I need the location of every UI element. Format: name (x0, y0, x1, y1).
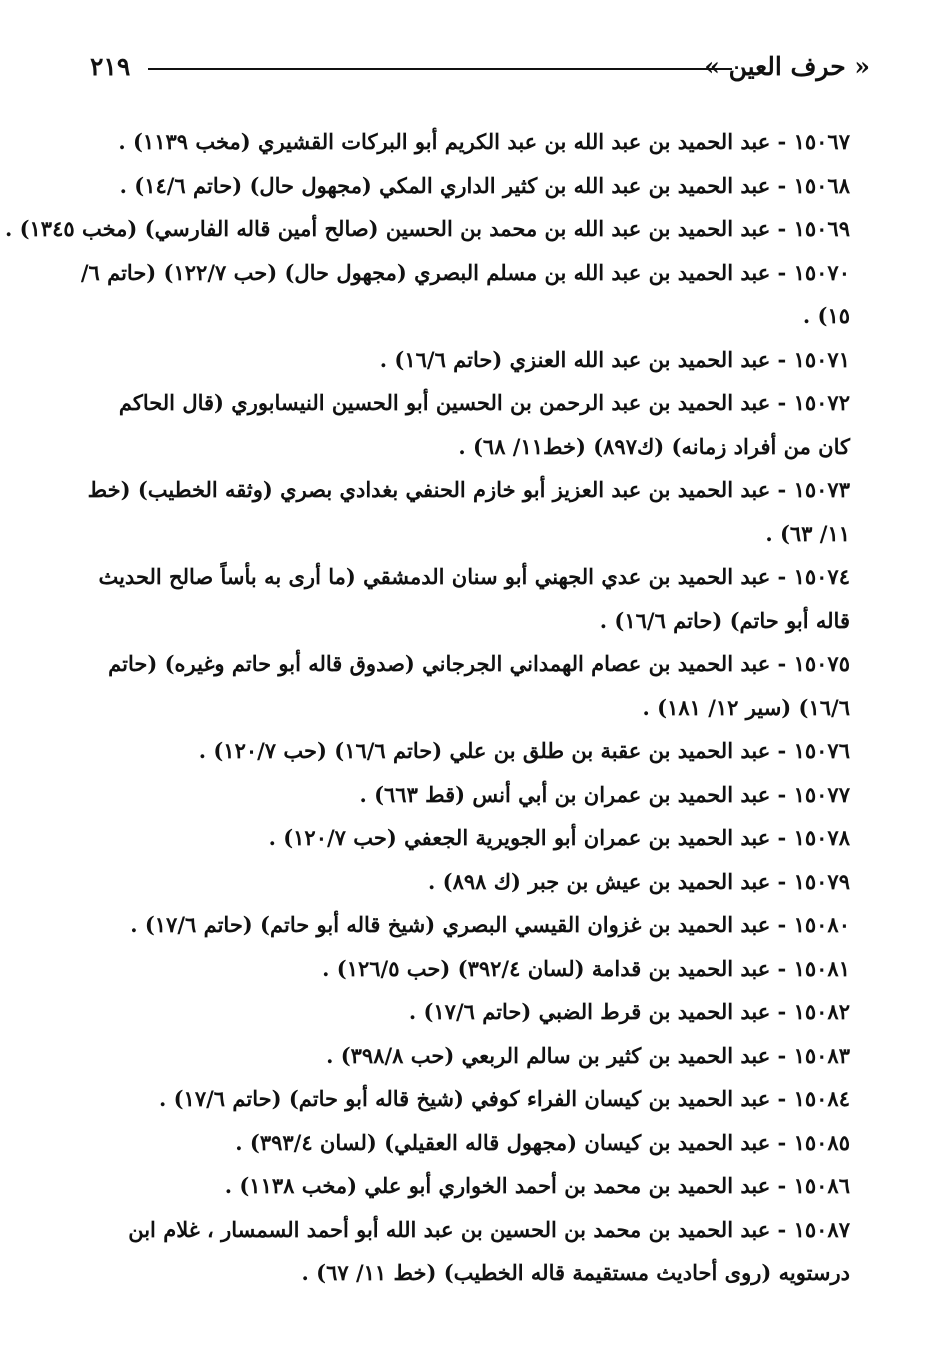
entry-number: ١٥٠٨٢ (793, 999, 850, 1024)
entry-number: ١٥٠٧٢ (793, 390, 850, 415)
entry-text: عبد الحميد بن قدامة (لسان ٣٩٢/٤) (حب ١٢٦/٥) . (322, 955, 771, 981)
entry-number: ١٥٠٧٤ (793, 564, 850, 589)
entry: ١٥٠٨٢ - عبد الحميد بن قرط الضبي (حاتم ١٧/٦) . (408, 999, 850, 1024)
entry-text: عبد الحميد بن عقبة بن طلق بن علي (حاتم ١٦/٦) (حب ١٢٠/٧) . (198, 738, 771, 763)
page-number: ٢١٩ (90, 52, 131, 81)
entry-text: عبد الحميد بن عبد الله العنزي (حاتم ١٦/٦) . (379, 346, 771, 372)
entry: ١٥٠٧٦ - عبد الحميد بن عقبة بن طلق بن علي (حاتم ١٦/٦) (حب ١٢٠/٧) . (198, 738, 850, 763)
entry-text: عبد الحميد بن عصام الهمداني الجرجاني (صدوق قاله أبو حاتم وغيره) (حاتم ١٦/٦) (سير ١٢/ ١٨١) . (108, 651, 850, 720)
entry-number: ١٥٠٨٠ (793, 912, 850, 937)
entry: ١٥٠٦٧ - عبد الحميد بن عبد الله بن عبد الكريم أبو البركات القشيري (مخب ١١٣٩) . (118, 129, 850, 154)
entry-number: ١٥٠٦٧ (793, 129, 850, 154)
entry-text: عبد الحميد بن عبد الرحمن بن الحسين أبو الحسين النيسابوري (قال الحاكم كان من أفراد زمانه) (ك٨٩٧) (خط١١/ ٦٨) . (118, 390, 850, 459)
entry-text: عبد الحميد بن غزوان القيسي البصري (شيخ قاله أبو حاتم) (حاتم ١٧/٦) . (130, 912, 771, 937)
entry: ١٥٠٦٩ - عبد الحميد بن عبد الله بن محمد بن الحسين (صالح أمين قاله الفارسي) (مخب ١٣٤٥) . (4, 216, 850, 241)
entry-text: عبد الحميد بن عدي الجهني أبو سنان الدمشقي (ما أرى به بأساً صالح الحديث قاله أبو حاتم) (حاتم ١٦/٦) . (98, 564, 850, 633)
entry-text: عبد الحميد بن محمد بن الحسين بن عبد الله أبو أحمد السمسار ، غلام ابن درستويه (روى أحاديث مستقيمة قاله الخطيب) (خط ١١/ ٦٧) . (128, 1216, 850, 1285)
entry-text: عبد الحميد بن عيش بن جبر (ك ٨٩٨) . (428, 868, 771, 894)
entry-text: عبد الحميد بن قرط الضبي (حاتم ١٧/٦) . (408, 999, 771, 1024)
entry-number: ١٥٠٧٠ (793, 259, 850, 285)
entries-list (4, 120, 850, 1295)
entry-number: ١٥٠٧٩ (793, 868, 850, 894)
entry-text: عبد الحميد بن كيسان (مجهول قاله العقيلي) (لسان ٣٩٣/٤) . (235, 1129, 771, 1155)
entry: ١٥٠٧١ - عبد الحميد بن عبد الله العنزي (حاتم ١٦/٦) . (379, 346, 850, 372)
entry: ١٥٠٧٣ - عبد الحميد بن عبد العزيز أبو خازم الحنفي بغدادي بصري (وثقه الخطيب) (خط ١١/ ٦٣) . (87, 477, 850, 546)
entry-number: ١٥٠٨٦ (793, 1173, 850, 1198)
entry-text: عبد الحميد بن عمران بن أبي أنس (قط ٦٦٣) . (359, 781, 771, 807)
entry: ١٥٠٦٨ - عبد الحميد بن عبد الله بن كثير الداري المكي (مجهول حال) (حاتم ١٤/٦) . (119, 172, 850, 198)
entry: ١٥٠٨١ - عبد الحميد بن قدامة (لسان ٣٩٢/٤) (حب ١٢٦/٥) . (322, 955, 850, 981)
entry-text: عبد الحميد بن عبد الله بن عبد الكريم أبو البركات القشيري (مخب ١١٣٩) . (118, 129, 771, 154)
entry-text: عبد الحميد بن كيسان الفراء كوفي (شيخ قاله أبو حاتم) (حاتم ١٧/٦) . (158, 1086, 771, 1111)
entry: ١٥٠٨٦ - عبد الحميد بن محمد بن أحمد الخواري أبو علي (مخب ١١٣٨) . (224, 1173, 850, 1198)
entry-number: ١٥٠٧٧ (793, 781, 850, 807)
entry-text: عبد الحميد بن عبد العزيز أبو خازم الحنفي بغدادي بصري (وثقه الخطيب) (خط ١١/ ٦٣) . (87, 477, 850, 546)
entry-number: ١٥٠٧١ (793, 346, 850, 372)
entry-number: ١٥٠٧٥ (793, 651, 850, 676)
entry: ١٥٠٨٠ - عبد الحميد بن غزوان القيسي البصري (شيخ قاله أبو حاتم) (حاتم ١٧/٦) . (130, 912, 850, 937)
entry-text: عبد الحميد بن عبد الله بن مسلم البصري (مجهول حال) (حب ١٢٢/٧) (حاتم ٦/ ١٥) . (80, 259, 850, 328)
entry: ١٥٠٧٩ - عبد الحميد بن عيش بن جبر (ك ٨٩٨) . (428, 868, 850, 894)
entry-number: ١٥٠٨٣ (793, 1042, 850, 1068)
page-header (90, 52, 870, 92)
entry: ١٥٠٧٥ - عبد الحميد بن عصام الهمداني الجرجاني (صدوق قاله أبو حاتم وغيره) (حاتم ١٦/٦) (سير ١٢/ ١٨١) . (108, 651, 850, 720)
entry-text: عبد الحميد بن كثير بن سالم الربعي (حب ٣٩٨/٨) . (326, 1042, 771, 1068)
section-title: « حرف العين » (704, 52, 870, 81)
entry: ١٥٠٨٥ - عبد الحميد بن كيسان (مجهول قاله العقيلي) (لسان ٣٩٣/٤) . (235, 1129, 850, 1155)
entry: ١٥٠٨٤ - عبد الحميد بن كيسان الفراء كوفي (شيخ قاله أبو حاتم) (حاتم ١٧/٦) . (158, 1086, 850, 1111)
entry-number: ١٥٠٧٨ (793, 825, 850, 850)
entry-number: ١٥٠٨٤ (793, 1086, 850, 1111)
entry: ١٥٠٨٧ - عبد الحميد بن محمد بن الحسين بن عبد الله أبو أحمد السمسار ، غلام ابن درستويه (روى أحاديث مستقيمة قاله الخطيب) (خط ١١/ ٦٧) . (128, 1216, 850, 1285)
entry-number: ١٥٠٨٧ (793, 1216, 850, 1242)
header-rule (148, 68, 732, 70)
entry-number: ١٥٠٧٦ (793, 738, 850, 763)
entry-text: عبد الحميد بن عبد الله بن محمد بن الحسين (صالح أمين قاله الفارسي) (مخب ١٣٤٥) . (4, 216, 771, 241)
entry: ١٥٠٧٧ - عبد الحميد بن عمران بن أبي أنس (قط ٦٦٣) . (359, 781, 850, 807)
entry-number: ١٥٠٧٣ (793, 477, 850, 502)
entry-text: عبد الحميد بن عبد الله بن كثير الداري المكي (مجهول حال) (حاتم ١٤/٦) . (119, 172, 771, 198)
entry-number: ١٥٠٦٩ (793, 216, 850, 241)
entry-number: ١٥٠٨٥ (793, 1129, 850, 1155)
entry: ١٥٠٨٣ - عبد الحميد بن كثير بن سالم الربعي (حب ٣٩٨/٨) . (326, 1042, 850, 1068)
entry-text: عبد الحميد بن محمد بن أحمد الخواري أبو علي (مخب ١١٣٨) . (224, 1173, 771, 1198)
entry: ١٥٠٧٨ - عبد الحميد بن عمران أبو الجويرية الجعفي (حب ١٢٠/٧) . (268, 825, 850, 850)
entry-number: ١٥٠٨١ (793, 955, 850, 981)
entry: ١٥٠٧٠ - عبد الحميد بن عبد الله بن مسلم البصري (مجهول حال) (حب ١٢٢/٧) (حاتم ٦/ ١٥) . (80, 259, 850, 328)
entry-number: ١٥٠٦٨ (793, 172, 850, 198)
entry: ١٥٠٧٤ - عبد الحميد بن عدي الجهني أبو سنان الدمشقي (ما أرى به بأساً صالح الحديث قاله أبو حاتم) (حاتم ١٦/٦) . (98, 564, 850, 633)
entry: ١٥٠٧٢ - عبد الحميد بن عبد الرحمن بن الحسين أبو الحسين النيسابوري (قال الحاكم كان من أفراد زمانه) (ك٨٩٧) (خط١١/ ٦٨) . (118, 390, 850, 459)
entry-text: عبد الحميد بن عمران أبو الجويرية الجعفي (حب ١٢٠/٧) . (268, 825, 771, 850)
